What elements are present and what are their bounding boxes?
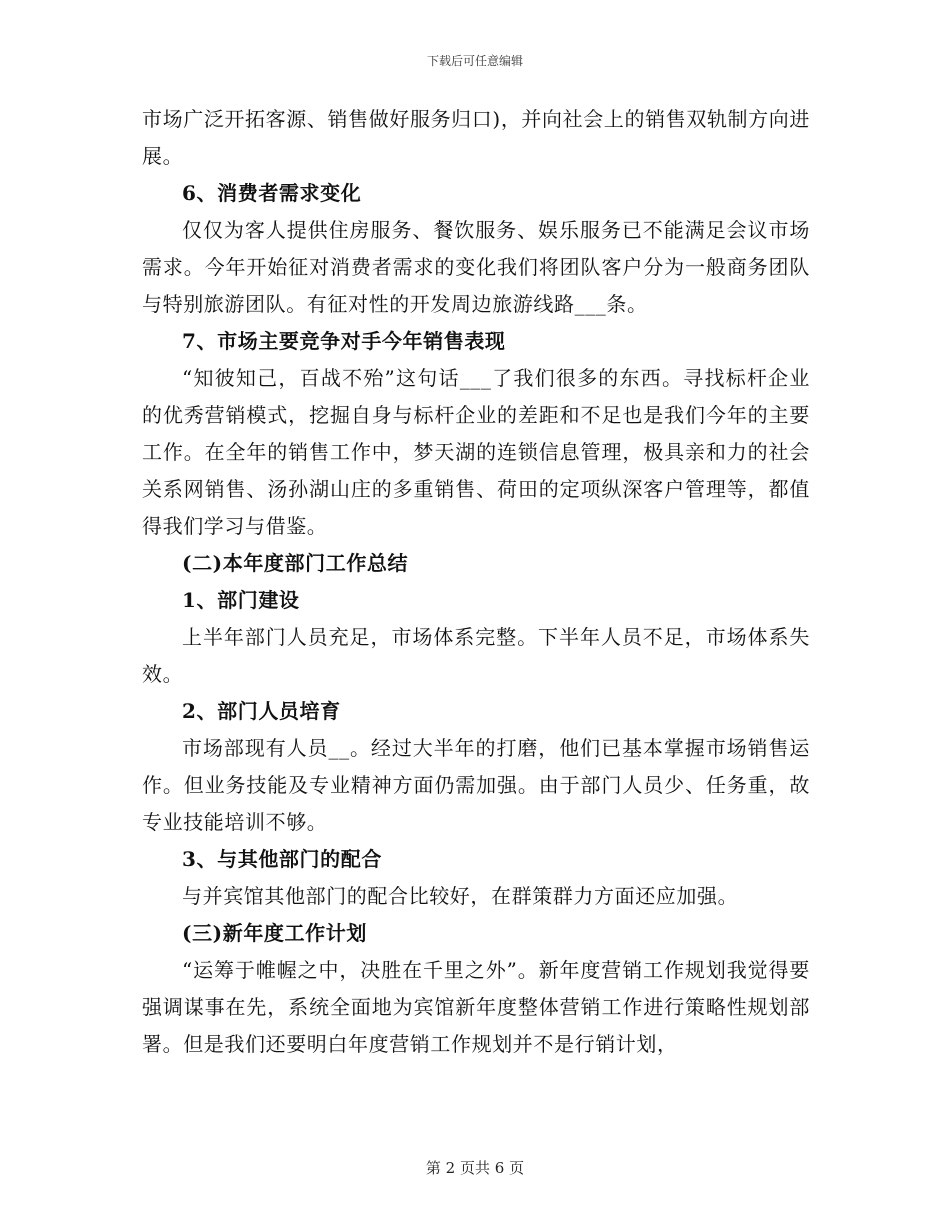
page-footer: 第 2 页共 6 页: [425, 1159, 525, 1177]
section-heading: 3、与其他部门的配合: [182, 847, 382, 871]
paragraph: 与并宾馆其他部门的配合比较好，在群策群力方面还应加强。: [182, 884, 739, 908]
section-heading: (二)本年度部门工作总结: [182, 551, 409, 575]
paragraph: 市场广泛开拓客源、销售做好服务归口)，并向社会上的销售双轨制方向进展。: [142, 107, 810, 168]
section-heading: 6、消费者需求变化: [182, 181, 362, 205]
paragraph: 市场部现有人员__。经过大半年的打磨，他们已基本掌握市场销售运作。但业务技能及专业精神方面仍需加强。由于部门人员少、任务重，故专业技能培训不够。: [142, 736, 810, 834]
paragraph: “知彼知己，百战不殆”这句话___了我们很多的东西。寻找标杆企业的优秀营销模式，挖掘自身与标杆企业的差距和不足也是我们今年的主要工作。在全年的销售工作中，梦天湖的连锁信息管理，极具亲和力的社会关系网销售、汤孙湖山庄的多重销售、荷田的定项纵深客户管理等，都值得我们学习与借鉴。: [142, 366, 810, 538]
section-heading: 7、市场主要竞争对手今年销售表现: [182, 329, 506, 353]
document-body: [142, 101, 810, 1063]
paragraph: 上半年部门人员充足，市场体系完整。下半年人员不足，市场体系失效。: [142, 625, 810, 686]
paragraph: “运筹于帷幄之中，决胜在千里之外”。新年度营销工作规划我觉得要强调谋事在先，系统全面地为宾馆新年度整体营销工作进行策略性规划部署。但是我们还要明白年度营销工作规划并不是行销计划，: [142, 958, 810, 1056]
section-heading: 1、部门建设: [182, 588, 300, 612]
page-header: 下载后可任意编辑: [426, 54, 523, 68]
paragraph: 仅仅为客人提供住房服务、餐饮服务、娱乐服务已不能满足会议市场需求。今年开始征对消费者需求的变化我们将团队客户分为一般商务团队与特别旅游团队。有征对性的开发周边旅游线路___条。: [142, 218, 810, 316]
section-heading: (三)新年度工作计划: [182, 921, 367, 945]
section-heading: 2、部门人员培育: [182, 699, 341, 723]
